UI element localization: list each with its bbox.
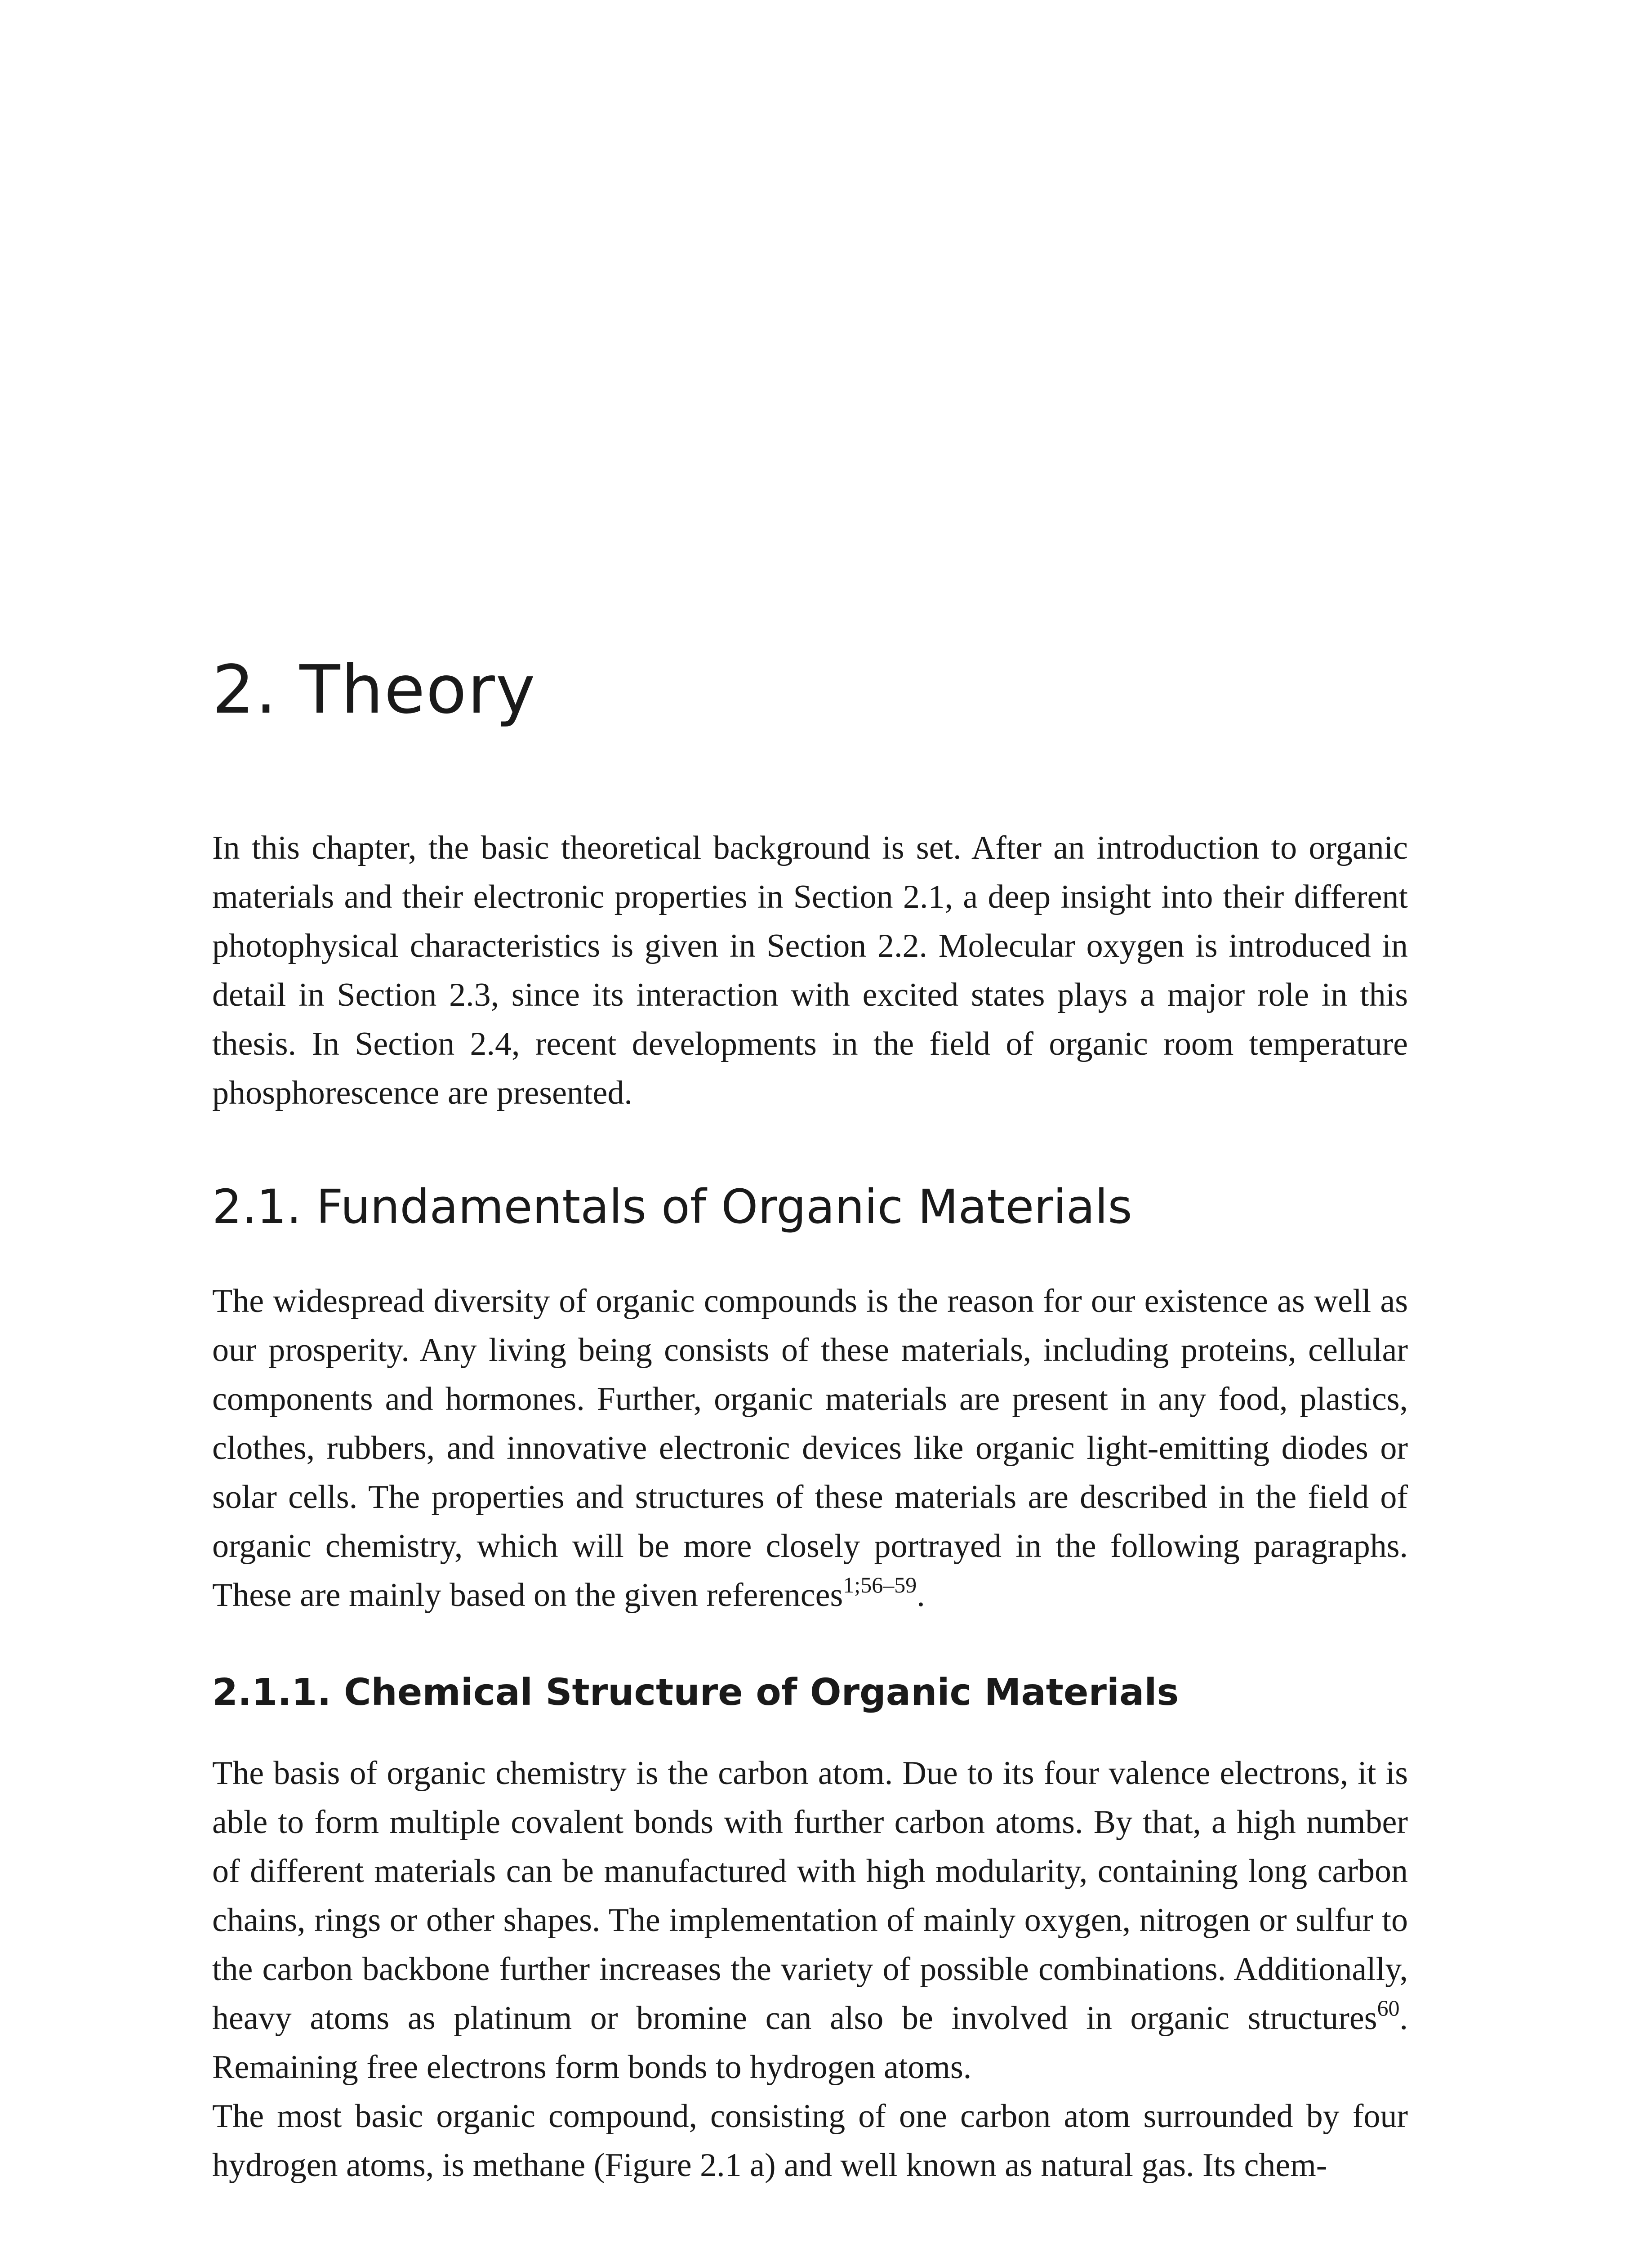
section-paragraph — [212, 1277, 1408, 1620]
section-body — [212, 1277, 1408, 1620]
subsection-paragraph-1-end: . Remaining free electrons form bonds to hydrogen atoms. — [212, 2000, 1408, 2086]
intro-paragraph: In this chapter, the basic theoretical background is set. After an introduction to organic materials and their electronic properties in Section 2.1, a deep insight into their different photophysical characteristics is given in Section 2.2. Molecular oxygen is introduced in detail in Section 2.3, since its interaction with excited states plays a major role in this thesis. In Section 2.4, recent developments in the field of organic room temperature phosphorescence are presented. — [212, 830, 1408, 1111]
section-title: 2.1. Fundamentals of Organic Materials — [212, 1179, 1132, 1234]
citation-superscript: 60 — [1377, 1995, 1400, 2021]
section-paragraph-end: . — [917, 1577, 925, 1614]
subsection-title: 2.1.1. Chemical Structure of Organic Materials — [212, 1671, 1179, 1714]
chapter-intro — [212, 824, 1408, 1118]
chapter-title: 2. Theory — [212, 651, 536, 728]
subsection-paragraph-2: The most basic organic compound, consisting of one carbon atom surrounded by four hydrogen atoms, is methane (Figure 2.1 a) and well known as natural gas. Its chem- — [212, 2098, 1408, 2184]
subsection-paragraph-1-text: The basis of organic chemistry is the carbon atom. Due to its four valence electrons, it is able to form multiple covalent bonds with further carbon atoms. By that, a high number of different materials can be manufactured with high modularity, containing long carbon chains, rings or other shapes. The implementation of mainly oxygen, nitrogen or sulfur to the carbon backbone further increases the variety of possible combinations. Additionally, heavy atoms as platinum or bromine can also be involved in organic structures — [212, 1755, 1408, 2037]
subsection-paragraph-1 — [212, 1749, 1408, 2092]
subsection-body — [212, 1749, 1408, 2190]
citation-superscript: 1;56–59 — [843, 1572, 917, 1597]
section-paragraph-text: The widespread diversity of organic compounds is the reason for our existence as well as our prosperity. Any living being consists of these materials, including proteins, cellular components and hormones. Further, organic materials are present in any food, plastics, clothes, rubbers, and innovative electronic devices like organic light-emitting diodes or solar cells. The properties and structures of these materials are described in the field of organic chemistry, which will be more closely portrayed in the following paragraphs. These are mainly based on the given references — [212, 1283, 1408, 1614]
